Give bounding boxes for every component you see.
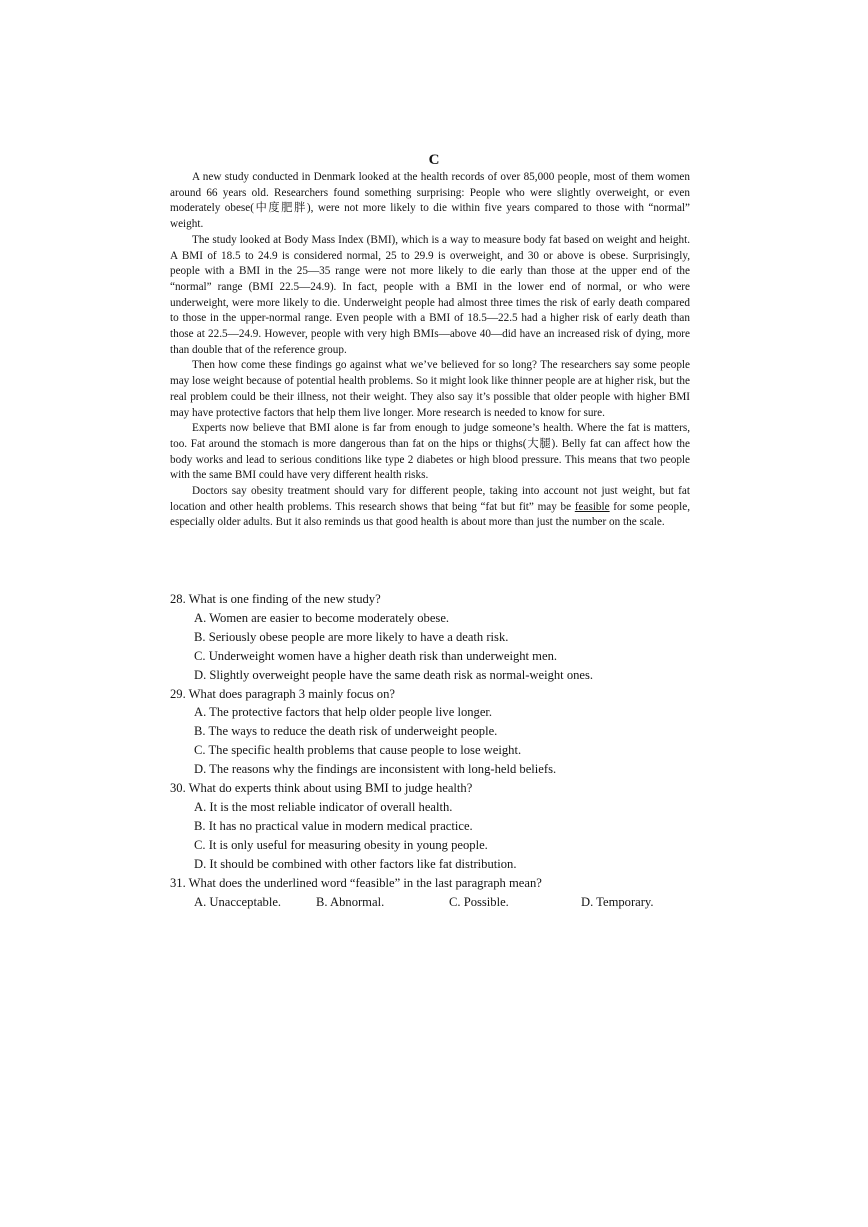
question-30 bbox=[170, 779, 690, 874]
reading-passage bbox=[170, 170, 690, 531]
question-stem: 30. What do experts think about using BMI to judge health? bbox=[170, 781, 473, 796]
option-c: C. Underweight women have a higher death risk than underweight men. bbox=[194, 648, 558, 663]
paragraph-5-text-start: Doctors say obesity treatment should vary for different people, taking into account not just weight, but fat location and other health problems. This research shows that being “fat but fit” may be bbox=[170, 485, 690, 513]
passage-paragraph-2: The study looked at Body Mass Index (BMI), which is a way to measure body fat based on weight and height. A BMI of 18.5 to 24.9 is considered normal, 25 to 29.9 is overweight, and 30 or above is obese. Surprisingly, people with a BMI in the 25—35 range were not more likely to die early than those at the upper end of the “normal” range (BMI 22.5—24.9). In fact, people with a BMI in the lower end of normal, or who were underweight, were more likely to die. Underweight people had almost three times the risk of early death compared to those in the upper-normal range. Even people with a BMI of 18.5—22.5 had a higher risk of early death than those at 22.5—24.9. However, people with very high BMIs—above 40—did have an increased risk of dying, more than double that of the reference group. bbox=[170, 233, 690, 356]
question-28 bbox=[170, 590, 690, 685]
passage-paragraph-5 bbox=[170, 484, 690, 531]
passage-paragraph-3: Then how come these findings go against what we’ve believed for so long? The researchers say some people may lose weight because of potential health problems. So it might look like thinner people are at higher risk, but the real problem could be their illness, not their weight. They also say it’s possible that older people with higher BMI may have protective factors that help them live longer. More research is needed to know for sure. bbox=[170, 359, 690, 419]
option-d: D. It should be combined with other factors like fat distribution. bbox=[194, 856, 517, 871]
option-c: C. The specific health problems that cause people to lose weight. bbox=[194, 743, 522, 758]
option-c: C. It is only useful for measuring obesity in young people. bbox=[194, 837, 488, 852]
option-row bbox=[194, 893, 690, 912]
question-stem: 31. What does the underlined word “feasible” in the last paragraph mean? bbox=[170, 875, 542, 890]
question-stem: 28. What is one finding of the new study? bbox=[170, 592, 381, 606]
option-d: D. Slightly overweight people have the same death risk as normal-weight ones. bbox=[194, 667, 594, 682]
option-b: B. Seriously obese people are more likely to have a death risk. bbox=[194, 629, 509, 644]
underlined-word: feasible bbox=[574, 500, 610, 513]
option-b: B. The ways to reduce the death risk of underweight people. bbox=[194, 724, 498, 739]
option-c: C. Possible. bbox=[449, 894, 509, 909]
option-d: D. Temporary. bbox=[581, 894, 654, 909]
passage-paragraph-1: A new study conducted in Denmark looked at the health records of over 85,000 people, most of them women around 66 years old. Researchers found something surprising: People who were slightly overweight, or even moderately obese(中度肥胖), were not more likely to die within five years compared to those with “normal” weight. bbox=[170, 171, 690, 231]
question-stem: 29. What does paragraph 3 mainly focus on? bbox=[170, 686, 395, 701]
option-a: A. Unacceptable. bbox=[194, 894, 282, 909]
paragraph-5-text-end: for some people, especially older adults. But it also reminds us that good health is about more than just the number on the scale. bbox=[170, 500, 690, 529]
option-d: D. The reasons why the findings are inconsistent with long-held beliefs. bbox=[194, 762, 557, 777]
option-b: B. Abnormal. bbox=[316, 894, 385, 909]
option-a: A. Women are easier to become moderately obese. bbox=[194, 610, 450, 625]
question-list bbox=[170, 590, 690, 911]
section-heading: C bbox=[428, 152, 440, 168]
passage-paragraph-4: Experts now believe that BMI alone is far from enough to judge someone’s health. Where the fat is matters, too. Fat around the stomach is more dangerous than fat on the hips or thighs(大腿). Belly fat can affect how the body works and lead to serious conditions like type 2 diabetes or high blood pressure. This means that two people with the same BMI could have very different health risks. bbox=[170, 422, 690, 482]
question-29 bbox=[170, 685, 690, 780]
option-a: A. It is the most reliable indicator of overall health. bbox=[194, 799, 453, 814]
option-b: B. It has no practical value in modern medical practice. bbox=[194, 818, 473, 833]
option-a: A. The protective factors that help older people live longer. bbox=[194, 705, 493, 720]
question-31 bbox=[170, 874, 690, 912]
